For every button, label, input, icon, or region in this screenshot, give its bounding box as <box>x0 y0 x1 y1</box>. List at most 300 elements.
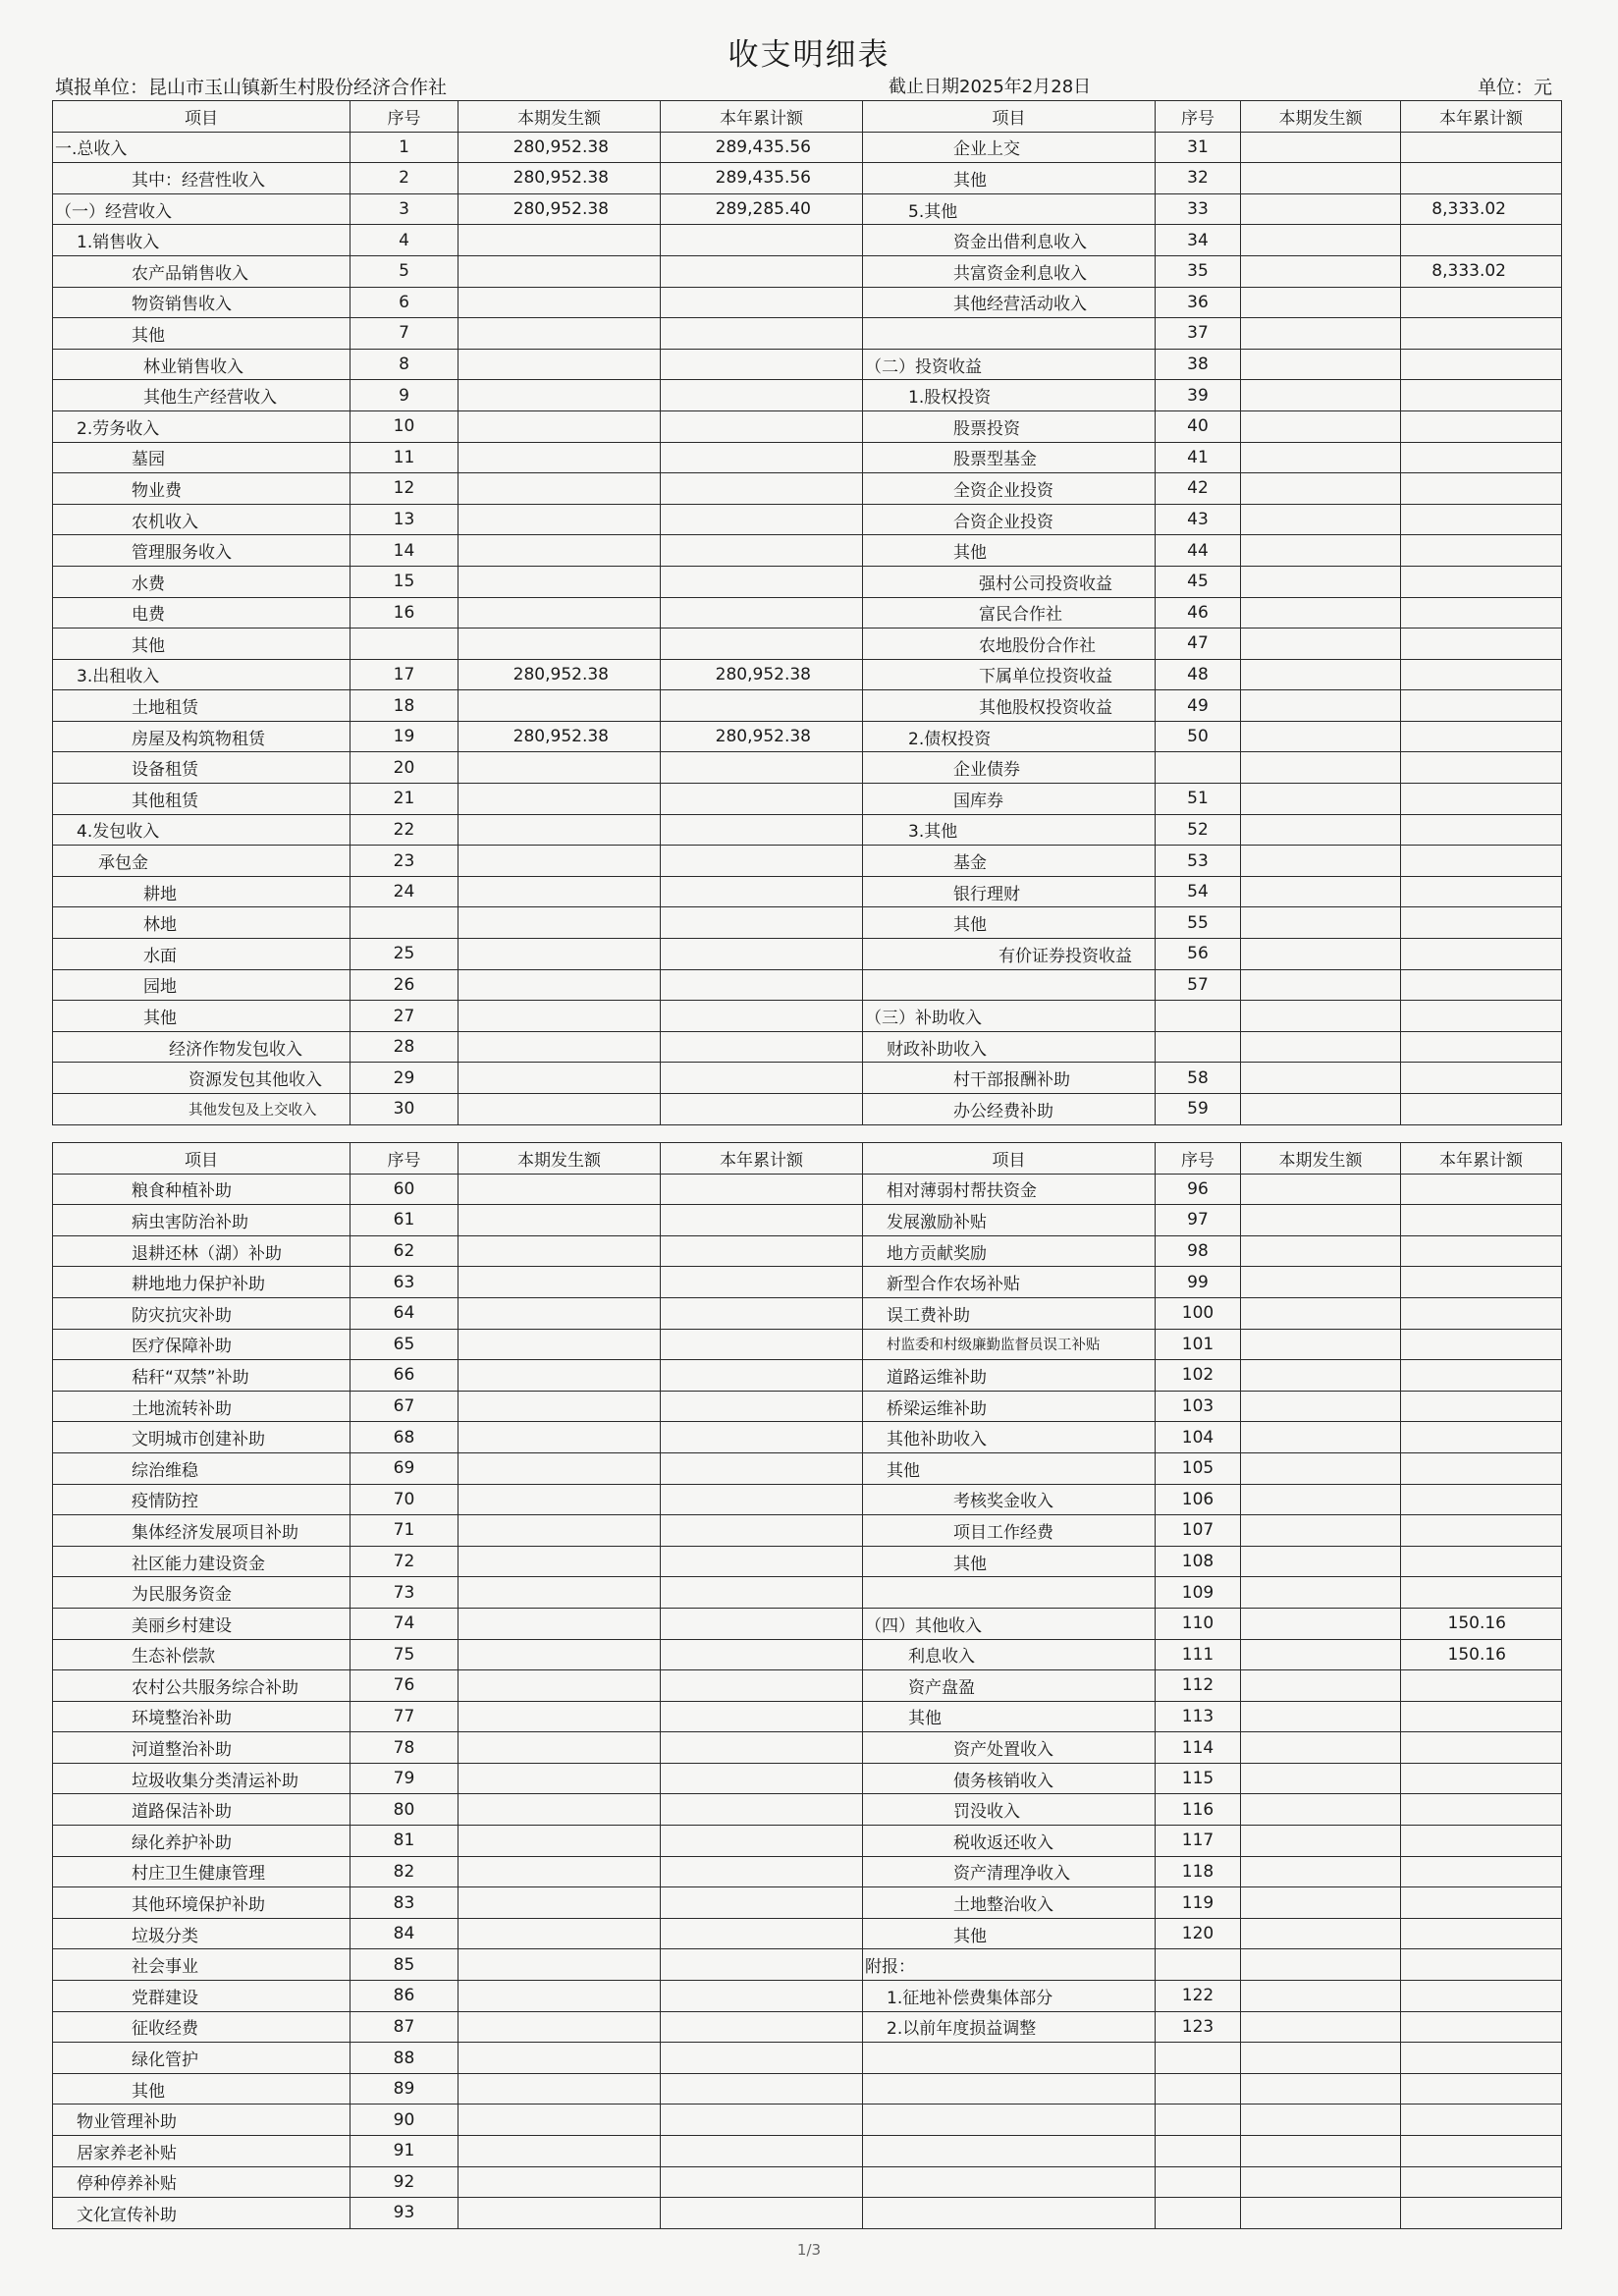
row-index-right: 44 <box>1156 535 1241 567</box>
row-index-left: 71 <box>351 1515 458 1547</box>
table-row <box>53 1329 1562 1360</box>
table-row <box>53 939 1562 970</box>
row-current-amount-left <box>458 1515 661 1547</box>
row-ytd-amount-right <box>1401 1981 1562 2012</box>
row-current-amount-left <box>458 1267 661 1298</box>
row-index-right: 35 <box>1156 255 1241 287</box>
row-item-left: 物资销售收入 <box>53 287 351 318</box>
row-ytd-amount-left <box>661 535 863 567</box>
row-ytd-amount-right <box>1401 1701 1562 1732</box>
row-item-right: 其他 <box>863 1701 1156 1732</box>
row-index-left: 82 <box>351 1856 458 1887</box>
row-ytd-amount-left <box>661 1267 863 1298</box>
row-item-right <box>863 2073 1156 2105</box>
row-item-right: 资产清理净收入 <box>863 1856 1156 1887</box>
row-item-right: 罚没收入 <box>863 1794 1156 1826</box>
row-index-left: 2 <box>351 163 458 194</box>
row-item-left: 其他生产经营收入 <box>53 380 351 411</box>
row-item-left: 粮食种植补助 <box>53 1174 351 1205</box>
row-item-left: 墓园 <box>53 442 351 473</box>
row-item-right: 税收返还收入 <box>863 1826 1156 1857</box>
row-ytd-amount-left <box>661 629 863 660</box>
row-index-right: 53 <box>1156 846 1241 877</box>
table-row <box>53 907 1562 939</box>
row-current-amount-right <box>1241 1981 1401 2012</box>
table-row <box>53 349 1562 380</box>
row-current-amount-right <box>1241 255 1401 287</box>
row-item-left: 其他 <box>53 2073 351 2105</box>
row-ytd-amount-left <box>661 690 863 722</box>
row-ytd-amount-right <box>1401 629 1562 660</box>
row-item-right: 附报： <box>863 1949 1156 1981</box>
row-current-amount-left <box>458 1949 661 1981</box>
row-current-amount-left <box>458 2198 661 2229</box>
row-current-amount-left <box>458 1918 661 1949</box>
row-current-amount-right <box>1241 380 1401 411</box>
row-index-left: 11 <box>351 442 458 473</box>
row-ytd-amount-left <box>661 442 863 473</box>
row-ytd-amount-left <box>661 784 863 815</box>
row-index-right: 98 <box>1156 1235 1241 1267</box>
row-index-left: 5 <box>351 255 458 287</box>
row-ytd-amount-right <box>1401 1391 1562 1422</box>
table-row <box>53 846 1562 877</box>
row-ytd-amount-right <box>1401 1794 1562 1826</box>
row-item-left: （一）经营收入 <box>53 193 351 225</box>
row-index-left <box>351 907 458 939</box>
row-item-right <box>863 2136 1156 2167</box>
row-ytd-amount-right <box>1401 2166 1562 2198</box>
row-item-right: 其他 <box>863 163 1156 194</box>
row-index-left: 92 <box>351 2166 458 2198</box>
row-item-left: 土地租赁 <box>53 690 351 722</box>
row-current-amount-left <box>458 1174 661 1205</box>
row-current-amount-left <box>458 410 661 442</box>
row-index-left: 8 <box>351 349 458 380</box>
row-item-right: 相对薄弱村帮扶资金 <box>863 1174 1156 1205</box>
row-index-right <box>1156 1031 1241 1063</box>
row-current-amount-right <box>1241 535 1401 567</box>
row-index-right: 108 <box>1156 1546 1241 1577</box>
row-item-left: 综治维稳 <box>53 1452 351 1484</box>
row-index-left: 30 <box>351 1094 458 1125</box>
row-current-amount-left <box>458 504 661 535</box>
row-ytd-amount-left <box>661 907 863 939</box>
row-ytd-amount-right <box>1401 1422 1562 1453</box>
row-item-right: 股票投资 <box>863 410 1156 442</box>
row-current-amount-right <box>1241 1452 1401 1484</box>
table-row <box>53 442 1562 473</box>
row-current-amount-left <box>458 1484 661 1515</box>
row-index-right: 41 <box>1156 442 1241 473</box>
row-index-right: 33 <box>1156 193 1241 225</box>
row-current-amount-right <box>1241 876 1401 907</box>
row-index-left: 63 <box>351 1267 458 1298</box>
row-ytd-amount-right <box>1401 1918 1562 1949</box>
row-index-right <box>1156 2043 1241 2074</box>
row-index-left: 69 <box>351 1452 458 1484</box>
table-row <box>53 876 1562 907</box>
row-current-amount-left <box>458 2073 661 2105</box>
row-ytd-amount-right <box>1401 1063 1562 1094</box>
row-ytd-amount-left <box>661 1763 863 1794</box>
row-current-amount-right <box>1241 1484 1401 1515</box>
row-item-right: 其他补助收入 <box>863 1422 1156 1453</box>
row-current-amount-right <box>1241 939 1401 970</box>
row-index-right: 45 <box>1156 566 1241 597</box>
row-item-right: 下属单位投资收益 <box>863 659 1156 690</box>
row-current-amount-left <box>458 1670 661 1702</box>
row-ytd-amount-right <box>1401 410 1562 442</box>
row-index-right: 40 <box>1156 410 1241 442</box>
row-item-left: 电费 <box>53 597 351 629</box>
income-detail-table-1 <box>52 100 1562 1125</box>
table-row <box>53 1515 1562 1547</box>
row-item-left: 党群建设 <box>53 1981 351 2012</box>
row-ytd-amount-left <box>661 814 863 846</box>
row-item-right: 其他 <box>863 907 1156 939</box>
row-current-amount-left <box>458 1452 661 1484</box>
row-ytd-amount-right <box>1401 1174 1562 1205</box>
row-current-amount-right <box>1241 690 1401 722</box>
row-index-left: 3 <box>351 193 458 225</box>
row-index-right <box>1156 1001 1241 1032</box>
row-current-amount-left <box>458 442 661 473</box>
row-index-right: 102 <box>1156 1360 1241 1392</box>
row-ytd-amount-right: 8,333.02 <box>1401 193 1562 225</box>
row-index-right: 110 <box>1156 1608 1241 1639</box>
table-row <box>53 410 1562 442</box>
header-item: 项目 <box>863 1143 1156 1175</box>
row-current-amount-right <box>1241 2073 1401 2105</box>
row-current-amount-left <box>458 969 661 1001</box>
row-index-right: 109 <box>1156 1577 1241 1609</box>
row-ytd-amount-left <box>661 504 863 535</box>
row-current-amount-left <box>458 1608 661 1639</box>
row-index-right: 57 <box>1156 969 1241 1001</box>
table-row <box>53 1577 1562 1609</box>
row-current-amount-right <box>1241 846 1401 877</box>
income-detail-table-2 <box>52 1142 1562 2229</box>
row-ytd-amount-right <box>1401 969 1562 1001</box>
row-current-amount-left <box>458 1422 661 1453</box>
row-index-right: 50 <box>1156 721 1241 752</box>
row-ytd-amount-left <box>661 1297 863 1329</box>
row-ytd-amount-left: 289,285.40 <box>661 193 863 225</box>
table-row <box>53 2166 1562 2198</box>
table-header-row <box>53 101 1562 133</box>
row-ytd-amount-left <box>661 2136 863 2167</box>
row-index-left: 91 <box>351 2136 458 2167</box>
row-index-left: 73 <box>351 1577 458 1609</box>
row-item-left: 其他 <box>53 318 351 350</box>
row-index-left: 86 <box>351 1981 458 2012</box>
row-current-amount-left: 280,952.38 <box>458 193 661 225</box>
row-ytd-amount-right <box>1401 504 1562 535</box>
row-ytd-amount-right <box>1401 597 1562 629</box>
table-row <box>53 1267 1562 1298</box>
table-row <box>53 132 1562 163</box>
row-current-amount-left <box>458 1981 661 2012</box>
row-item-left: 文化宣传补助 <box>53 2198 351 2229</box>
table-row <box>53 287 1562 318</box>
table-row <box>53 1174 1562 1205</box>
row-item-right <box>863 2105 1156 2136</box>
row-index-left: 67 <box>351 1391 458 1422</box>
table-row <box>53 2198 1562 2229</box>
row-ytd-amount-left <box>661 1174 863 1205</box>
table-row <box>53 1856 1562 1887</box>
row-ytd-amount-right <box>1401 1094 1562 1125</box>
row-ytd-amount-right <box>1401 1856 1562 1887</box>
row-item-left: 病虫害防治补助 <box>53 1205 351 1236</box>
row-item-right: 其他经营活动收入 <box>863 287 1156 318</box>
row-current-amount-left: 280,952.38 <box>458 659 661 690</box>
row-index-right: 38 <box>1156 349 1241 380</box>
row-index-right: 48 <box>1156 659 1241 690</box>
row-item-right: 农地股份合作社 <box>863 629 1156 660</box>
row-current-amount-left <box>458 2043 661 2074</box>
table-row <box>53 1094 1562 1125</box>
row-index-right <box>1156 2136 1241 2167</box>
row-current-amount-left <box>458 380 661 411</box>
row-index-left: 6 <box>351 287 458 318</box>
row-item-left: 林业销售收入 <box>53 349 351 380</box>
row-index-left: 76 <box>351 1670 458 1702</box>
row-ytd-amount-left <box>661 1826 863 1857</box>
row-index-right: 120 <box>1156 1918 1241 1949</box>
row-ytd-amount-left <box>661 1063 863 1094</box>
row-item-left: 物业费 <box>53 473 351 505</box>
row-ytd-amount-left <box>661 318 863 350</box>
row-item-right: 股票型基金 <box>863 442 1156 473</box>
row-index-left: 70 <box>351 1484 458 1515</box>
table-header-row <box>53 1143 1562 1175</box>
row-item-right: 国库券 <box>863 784 1156 815</box>
row-item-left: 社区能力建设资金 <box>53 1546 351 1577</box>
row-item-left: 农产品销售收入 <box>53 255 351 287</box>
row-index-left: 9 <box>351 380 458 411</box>
row-item-left: 房屋及构筑物租赁 <box>53 721 351 752</box>
row-ytd-amount-left <box>661 597 863 629</box>
row-index-left: 13 <box>351 504 458 535</box>
row-ytd-amount-right: 150.16 <box>1401 1608 1562 1639</box>
row-ytd-amount-right <box>1401 659 1562 690</box>
row-index-left: 60 <box>351 1174 458 1205</box>
row-index-right: 97 <box>1156 1205 1241 1236</box>
table-row <box>53 1001 1562 1032</box>
row-ytd-amount-left <box>661 1887 863 1919</box>
row-ytd-amount-left <box>661 1732 863 1764</box>
row-item-left: 绿化管护 <box>53 2043 351 2074</box>
row-index-left: 89 <box>351 2073 458 2105</box>
row-item-right: 2.债权投资 <box>863 721 1156 752</box>
header-ytd-amount: 本年累计额 <box>1401 1143 1562 1175</box>
row-index-right: 113 <box>1156 1701 1241 1732</box>
row-current-amount-right <box>1241 1701 1401 1732</box>
row-index-right: 55 <box>1156 907 1241 939</box>
table-row <box>53 597 1562 629</box>
row-current-amount-left <box>458 349 661 380</box>
row-item-left: 4.发包收入 <box>53 814 351 846</box>
row-index-right: 114 <box>1156 1732 1241 1764</box>
row-index-left <box>351 629 458 660</box>
row-current-amount-right <box>1241 1063 1401 1094</box>
row-index-left: 77 <box>351 1701 458 1732</box>
row-ytd-amount-left <box>661 2073 863 2105</box>
row-index-right: 37 <box>1156 318 1241 350</box>
table-row <box>53 1732 1562 1764</box>
row-current-amount-left <box>458 1360 661 1392</box>
row-ytd-amount-right <box>1401 225 1562 256</box>
row-index-right: 115 <box>1156 1763 1241 1794</box>
row-index-right: 105 <box>1156 1452 1241 1484</box>
row-index-right: 36 <box>1156 287 1241 318</box>
row-index-right: 118 <box>1156 1856 1241 1887</box>
row-current-amount-left <box>458 1391 661 1422</box>
row-current-amount-right <box>1241 1794 1401 1826</box>
row-ytd-amount-right <box>1401 1763 1562 1794</box>
row-item-left: 耕地地力保护补助 <box>53 1267 351 1298</box>
row-item-left: 水面 <box>53 939 351 970</box>
row-current-amount-left <box>458 1546 661 1577</box>
row-ytd-amount-right <box>1401 1235 1562 1267</box>
row-ytd-amount-right <box>1401 690 1562 722</box>
row-item-left: 文明城市创建补助 <box>53 1422 351 1453</box>
row-current-amount-right <box>1241 1205 1401 1236</box>
header-item: 项目 <box>53 101 351 133</box>
table-row <box>53 1887 1562 1919</box>
row-item-right: 资产处置收入 <box>863 1732 1156 1764</box>
row-ytd-amount-left <box>661 1094 863 1125</box>
row-item-left: 停种停养补贴 <box>53 2166 351 2198</box>
row-index-right: 31 <box>1156 132 1241 163</box>
row-item-left: 其他发包及上交收入 <box>53 1094 351 1125</box>
row-item-right: 全资企业投资 <box>863 473 1156 505</box>
row-current-amount-right <box>1241 193 1401 225</box>
row-item-right: 利息收入 <box>863 1639 1156 1670</box>
row-current-amount-right <box>1241 1360 1401 1392</box>
row-item-right: 村监委和村级廉勤监督员误工补贴 <box>863 1329 1156 1360</box>
row-ytd-amount-right <box>1401 1297 1562 1329</box>
row-index-right: 112 <box>1156 1670 1241 1702</box>
row-current-amount-left <box>458 1887 661 1919</box>
row-index-left: 72 <box>351 1546 458 1577</box>
row-index-left: 19 <box>351 721 458 752</box>
row-index-right: 42 <box>1156 473 1241 505</box>
row-current-amount-left <box>458 1856 661 1887</box>
row-ytd-amount-left <box>661 1515 863 1547</box>
row-current-amount-left <box>458 876 661 907</box>
row-index-right: 106 <box>1156 1484 1241 1515</box>
row-item-left: 承包金 <box>53 846 351 877</box>
table-row <box>53 1918 1562 1949</box>
row-index-left: 22 <box>351 814 458 846</box>
row-ytd-amount-left <box>661 1639 863 1670</box>
row-ytd-amount-right <box>1401 473 1562 505</box>
row-index-right: 54 <box>1156 876 1241 907</box>
row-ytd-amount-right <box>1401 380 1562 411</box>
row-current-amount-left <box>458 1577 661 1609</box>
row-current-amount-left <box>458 752 661 784</box>
row-current-amount-left <box>458 1763 661 1794</box>
row-item-right: 误工费补助 <box>863 1297 1156 1329</box>
row-current-amount-left <box>458 1732 661 1764</box>
table-row <box>53 1981 1562 2012</box>
table-row <box>53 255 1562 287</box>
row-item-left: 其中：经营性收入 <box>53 163 351 194</box>
row-index-left: 80 <box>351 1794 458 1826</box>
row-current-amount-right <box>1241 1546 1401 1577</box>
row-index-left: 7 <box>351 318 458 350</box>
header-index: 序号 <box>1156 1143 1241 1175</box>
row-ytd-amount-left <box>661 1235 863 1267</box>
row-item-right: 企业债券 <box>863 752 1156 784</box>
table-row <box>53 225 1562 256</box>
table-row <box>53 1031 1562 1063</box>
row-ytd-amount-right <box>1401 1267 1562 1298</box>
row-index-right <box>1156 752 1241 784</box>
row-item-right: 土地整治收入 <box>863 1887 1156 1919</box>
row-index-right: 51 <box>1156 784 1241 815</box>
row-index-left: 17 <box>351 659 458 690</box>
table-row <box>53 1701 1562 1732</box>
row-ytd-amount-left <box>661 1981 863 2012</box>
row-current-amount-left <box>458 1001 661 1032</box>
row-item-left: 农机收入 <box>53 504 351 535</box>
row-ytd-amount-left <box>661 752 863 784</box>
row-index-left: 81 <box>351 1826 458 1857</box>
table-row <box>53 473 1562 505</box>
table-row <box>53 629 1562 660</box>
row-current-amount-right <box>1241 1670 1401 1702</box>
row-index-left: 79 <box>351 1763 458 1794</box>
row-item-left: 资源发包其他收入 <box>53 1063 351 1094</box>
row-index-right <box>1156 1949 1241 1981</box>
row-item-right: （二）投资收益 <box>863 349 1156 380</box>
row-current-amount-right <box>1241 1174 1401 1205</box>
table-row <box>53 1452 1562 1484</box>
row-index-left: 15 <box>351 566 458 597</box>
row-ytd-amount-right <box>1401 163 1562 194</box>
header-item: 项目 <box>863 101 1156 133</box>
row-ytd-amount-right <box>1401 1670 1562 1702</box>
row-item-left: 一.总收入 <box>53 132 351 163</box>
table-row <box>53 1422 1562 1453</box>
row-ytd-amount-left <box>661 1360 863 1392</box>
row-current-amount-right <box>1241 907 1401 939</box>
row-current-amount-left <box>458 629 661 660</box>
row-ytd-amount-left <box>661 1422 863 1453</box>
row-ytd-amount-left <box>661 1794 863 1826</box>
row-item-left: 3.出租收入 <box>53 659 351 690</box>
row-ytd-amount-left <box>661 1670 863 1702</box>
row-index-left: 85 <box>351 1949 458 1981</box>
row-current-amount-right <box>1241 1267 1401 1298</box>
row-item-left: 垃圾分类 <box>53 1918 351 1949</box>
table-row <box>53 1063 1562 1094</box>
row-ytd-amount-left <box>661 473 863 505</box>
row-index-right: 122 <box>1156 1981 1241 2012</box>
row-ytd-amount-right <box>1401 349 1562 380</box>
row-item-right: 银行理财 <box>863 876 1156 907</box>
row-index-left: 28 <box>351 1031 458 1063</box>
row-ytd-amount-right <box>1401 846 1562 877</box>
row-current-amount-left <box>458 566 661 597</box>
row-ytd-amount-left <box>661 2043 863 2074</box>
row-index-right <box>1156 2073 1241 2105</box>
row-current-amount-right <box>1241 1918 1401 1949</box>
